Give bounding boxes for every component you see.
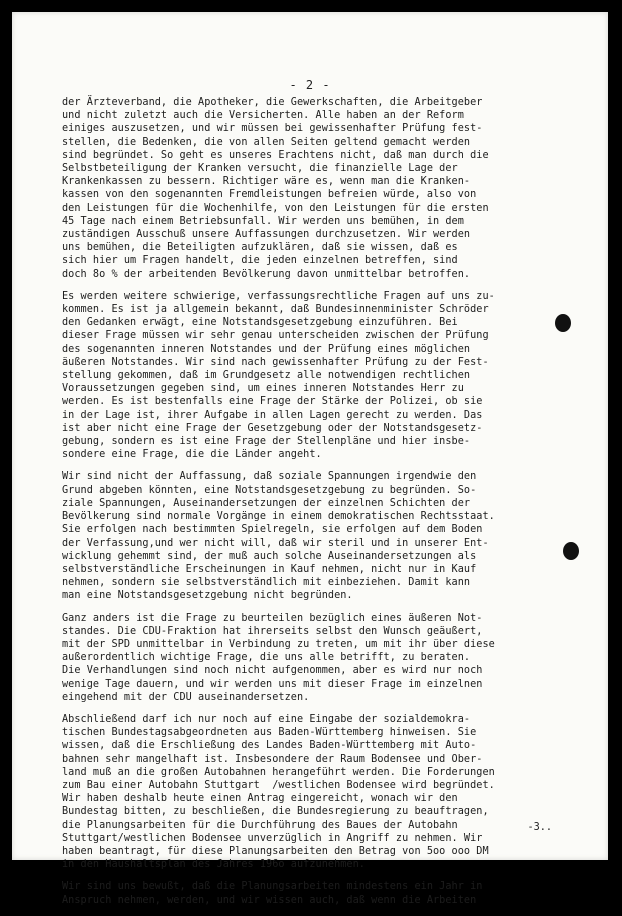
text-line: Wir haben deshalb heute einen Antrag eingereicht, wonach wir den [62,793,458,805]
paragraph [62,612,574,704]
text-line: außerordentlich wichtige Frage, die uns alle betrifft, zu beraten. [62,652,471,664]
text-line: sind begründet. So geht es unseres Erachtens nicht, daß man durch die [62,149,489,161]
text-line: Grund abgeben könnten, eine Notstandsgesetzgebung zu begründen. So- [62,484,477,496]
text-line: doch 8o % der arbeitenden Bevölkerung davon unmittelbar betroffen. [62,268,471,280]
text-line: Wir sind uns bewußt, daß die Planungsarbeiten mindestens ein Jahr in [62,881,483,893]
text-line: kassen von den sogenannten Fremdleistungen befreien würde, also von [62,189,477,201]
text-line: mit der SPD unmittelbar in Verbindung zu treten, um mit ihr über diese [62,638,495,650]
text-line: Anspruch nehmen, werden, und wir wissen auch, daß wenn die Arbeiten [62,894,477,906]
text-line: den Gedanken erwägt, eine Notstandsgesetzgebung einzuführen. Bei [62,317,458,329]
text-line: Bundestag bitten, zu beschließen, die Bundesregierung zu beauftragen, [62,806,489,818]
text-line: der Verfassung,und wer nicht will, daß wir steril und in unserer Ent- [62,537,489,549]
text-line: Abschließend darf ich nur noch auf eine Eingabe der sozialdemokra- [62,713,471,725]
paragraph [62,96,574,281]
text-line: haben beantragt, für diese Planungsarbeiten den Betrag von 5oo ooo DM [62,845,489,857]
text-line: Die Verhandlungen sind noch nicht aufgenommen, aber es wird nur noch [62,665,483,677]
text-line: der Ärzteverband, die Apotheker, die Gewerkschaften, die Arbeitgeber [62,97,483,108]
text-line: bahnen sehr mangelhaft ist. Insbesondere der Raum Bodensee und Ober- [62,753,483,765]
text-line: tischen Bundestagsabgeordneten aus Baden-Württemberg hinweisen. Sie [62,727,477,739]
text-line: Sie erfolgen nach bestimmten Spielregeln, sie erfolgen auf dem Boden [62,524,483,536]
text-line: des sogenannten inneren Notstandes und der Prüfung eines möglichen [62,343,471,355]
text-line: stellung gekommen, daß im Grundgesetz alle notwendigen rechtlichen [62,370,471,382]
text-line: Stuttgart/westlichen Bodensee unverzüglich in Angriff zu nehmen. Wir [62,832,483,844]
text-line: in der Lage ist, ihrer Aufgabe in allen Lagen gerecht zu werden. Das [62,409,483,421]
text-line: land muß an die großen Autobahnen herangeführt werden. Die Forderungen [62,766,495,778]
text-line: Wir sind nicht der Auffassung, daß soziale Spannungen irgendwie den [62,471,477,483]
text-line: eingehend mit der CDU auseinandersetzen. [62,691,310,703]
page-number: - 2 - [289,78,331,92]
paragraph [62,470,574,602]
text-line: werden. Es ist bestenfalls eine Frage der Stärke der Polizei, ob sie [62,396,483,408]
text-line: die Planungsarbeiten für die Durchführung des Baues der Autobahn [62,819,458,831]
text-line: und nicht zuletzt auch die Versicherten. Alle haben an der Reform [62,110,464,122]
text-line: selbstverständliche Erscheinungen in Kauf nehmen, nicht nur in Kauf [62,563,477,575]
text-line: Krankenkassen zu bessern. Richtiger wäre es, wenn man die Kranken- [62,176,471,188]
text-line: den Leistungen für die Wochenhilfe, von den Leistungen für die ersten [62,202,489,214]
text-line: Es werden weitere schwierige, verfassungsrechtliche Fragen auf uns zu- [62,290,495,302]
text-line: wissen, daß die Erschließung des Landes Baden-Württemberg mit Auto- [62,740,477,752]
text-line: ist aber nicht eine Frage der Gesetzgebung oder der Notstandsgesetz- [62,422,483,434]
text-line: ziale Spannungen, Auseinandersetzungen der einzelnen Schichten der [62,497,471,509]
text-line: in den Haushaltsplan des Jahres 196o aufzunehmen. [62,859,365,871]
text-line: kommen. Es ist ja allgemein bekannt, daß Bundesinnenminister Schröder [62,304,489,316]
document-body [62,96,574,916]
text-line: äußeren Notstandes. Wir sind nach gewissenhafter Prüfung zu der Fest- [62,356,489,368]
text-line: Voraussetzungen gegeben sind, um eines inneren Notstandes Herr zu [62,383,464,395]
text-line: man eine Notstandsgesetzgebung nicht begründen. [62,590,353,602]
paragraph [62,290,574,462]
text-line: gebung, sondern es ist eine Frage der Stellenpläne und hier insbe- [62,436,471,448]
text-line: stellen, die Bedenken, die von allen Seiten geltend gemacht werden [62,136,471,148]
paragraph [62,713,574,871]
text-line: Ganz anders ist die Frage zu beurteilen bezüglich eines äußeren Not- [62,612,483,624]
text-line: uns bemühen, die Beteiligten aufzuklären, daß sie wissen, daß es [62,242,458,254]
document-page [12,12,608,906]
text-line: sich hier um Fragen handelt, die jeden einzelnen betreffen, sind [62,255,458,267]
text-line: dieser Frage müssen wir sehr genau unterscheiden zwischen der Prüfung [62,330,489,342]
text-line: Selbstbeteiligung der Kranken versucht, die finanzielle Lage der [62,163,458,175]
text-line: Bevölkerung sind normale Vorgänge in einem demokratischen Rechtsstaat. [62,511,495,523]
paragraph [62,880,574,906]
text-line: zum Bau einer Autobahn Stuttgart /westlichen Bodensee wird begründet. [62,779,495,791]
text-line: 45 Tage nach einem Betriebsunfall. Wir werden uns bemühen, in dem [62,215,464,227]
text-line: zuständigen Ausschuß unsere Auffassungen durchzusetzen. Wir werden [62,229,471,241]
text-line: sondere eine Frage, die die Länder angeht. [62,449,322,461]
continuation-marker: -3.. [527,822,552,833]
text-line: nehmen, sondern sie selbstverständlich mit einbeziehen. Damit kann [62,577,471,589]
text-line: wicklung gehemmt sind, der muß auch solche Auseinandersetzungen als [62,550,477,562]
text-line: wenige Tage dauern, und wir werden uns mit dieser Frage im einzelnen [62,678,483,690]
text-line: einiges auszusetzen, und wir müssen bei gewissenhafter Prüfung fest- [62,123,483,135]
text-line: standes. Die CDU-Fraktion hat ihrerseits selbst den Wunsch geäußert, [62,625,483,637]
